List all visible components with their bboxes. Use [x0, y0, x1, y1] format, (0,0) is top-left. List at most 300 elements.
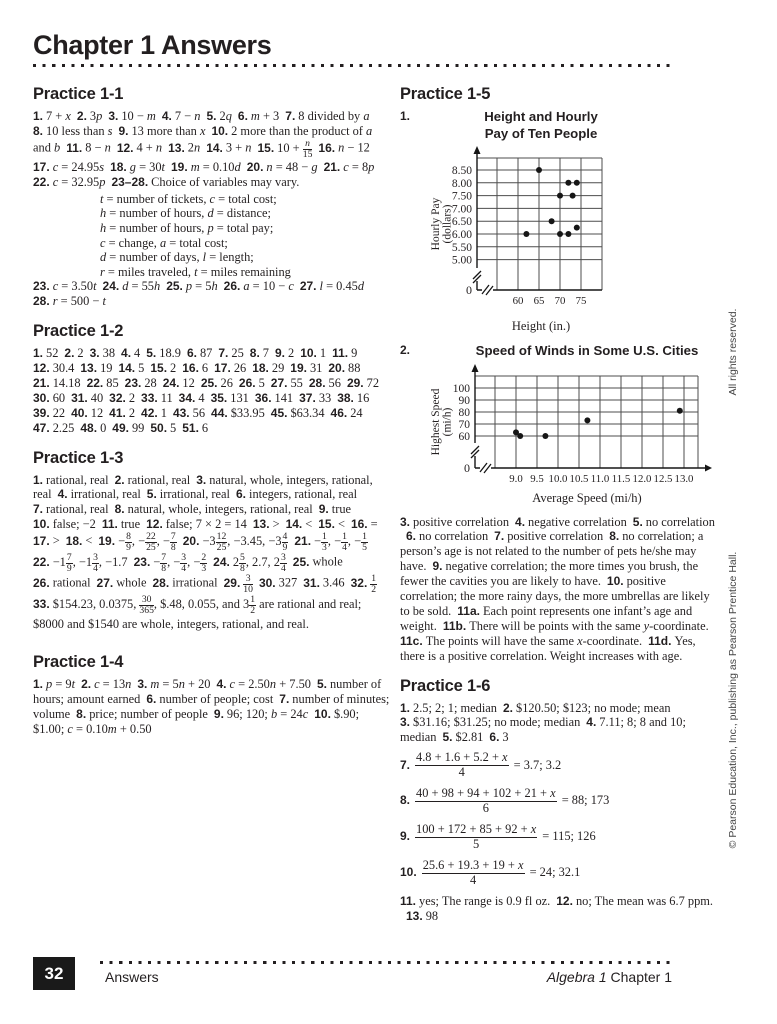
- x-tick-label: 75: [575, 295, 587, 307]
- answer-text: 2q: [219, 109, 232, 123]
- answer-number: 25.: [166, 279, 183, 294]
- answer-text: negative correlation; the more times you brush, the fewer the cavities you are likely to have.: [400, 559, 699, 589]
- answer-number: 9.: [400, 829, 411, 844]
- equation-answer: [400, 859, 716, 888]
- answer-text: false; −2: [52, 517, 96, 532]
- answer-number: 42.: [141, 405, 158, 420]
- chart-x-axis-label: Height (in.): [511, 319, 571, 333]
- answer-text: [370, 573, 377, 596]
- fraction: $\frac{n}{15}$: [302, 137, 313, 160]
- answer-text: irrational: [172, 576, 218, 591]
- answer-text: 8 divided by a: [298, 109, 370, 123]
- answer-number: 24.: [213, 554, 230, 569]
- data-point: [542, 433, 548, 439]
- answer-text: $\frac{40 + 98 + 94 + 102 + 21 + x}{6}$ = 88; 173: [416, 786, 610, 815]
- answer-text: 16: [356, 390, 370, 405]
- data-point: [536, 167, 542, 173]
- answer-number: 21.: [33, 375, 50, 390]
- y-tick-label: 90: [458, 394, 470, 407]
- answer-text: There will be points with the same y-coordinate.: [469, 618, 709, 633]
- answer-text: 12: [182, 375, 195, 390]
- fraction: $\frac{12}{25}$: [216, 531, 227, 554]
- answer-number: 51.: [182, 420, 199, 435]
- fraction: $\frac{8}{9}$: [126, 531, 131, 554]
- answer-number: 35.: [210, 390, 228, 405]
- data-point: [549, 218, 555, 224]
- answer-text: price; number of people: [89, 707, 208, 722]
- origin-label: 0: [466, 283, 472, 297]
- answer-number: 27.: [96, 576, 114, 591]
- answer-text: $120.50; $123; no mode; mean: [516, 700, 671, 715]
- answer-text: 2 $\frac{5}{8}$ , 2.7, 2 $\frac{3}{4}$: [232, 552, 286, 575]
- answer-text: 12: [90, 405, 104, 420]
- y-tick-label: 6.00: [451, 229, 472, 241]
- answer-number: 4.: [121, 346, 132, 361]
- answer-text: 29: [271, 361, 285, 375]
- answer-number: 20.: [328, 361, 346, 375]
- answer-text: 2: [170, 361, 177, 375]
- answer-number: 28.: [152, 576, 170, 591]
- answer-items: [33, 109, 391, 190]
- data-point: [557, 231, 563, 237]
- answer-number: 2.: [64, 346, 75, 361]
- answer-number: 3.: [137, 677, 148, 692]
- answer-number: 10.: [314, 707, 331, 722]
- answer-text: m + 3: [250, 109, 280, 123]
- answer-text: $\frac{100 + 172 + 85 + 92 + x}{5}$ = 115; 126: [416, 821, 596, 851]
- fraction: $\frac{22}{25}$: [146, 531, 156, 554]
- answer-text: 38: [102, 346, 116, 361]
- variable-definition-line: t = number of tickets, c = total cost;: [100, 191, 277, 206]
- answer-number: 9.: [432, 559, 443, 574]
- fraction: $\frac{1}{4}$: [342, 531, 347, 554]
- fraction: $\frac{1}{2}$: [371, 573, 377, 596]
- answer-number: 39.: [33, 405, 50, 420]
- answer-number: 43.: [172, 405, 190, 420]
- answer-number: 8.: [33, 123, 44, 138]
- answer-number: 13.: [168, 140, 185, 155]
- section-title: Practice 1-3: [33, 448, 124, 467]
- answer-number: 5.: [206, 109, 217, 123]
- fraction: $\frac{3}{4}$: [93, 552, 98, 575]
- answer-number: 13.: [406, 909, 423, 924]
- answer-number: 16.: [318, 140, 336, 155]
- answer-number: 10.: [211, 123, 229, 138]
- answer-text: 60: [52, 390, 66, 405]
- y-tick-label: 8.50: [451, 165, 472, 177]
- left-column: [33, 84, 391, 739]
- answer-number: 27.: [299, 279, 317, 294]
- answer-text: rational, real: [127, 472, 191, 487]
- answer-text: natural, whole, integers, rational, real: [33, 472, 373, 502]
- answer-number: 5.: [316, 677, 327, 692]
- answer-text: 11: [160, 390, 173, 405]
- answer-number: 11d.: [648, 633, 672, 648]
- y-axis-arrow-icon: [474, 146, 481, 154]
- answer-text: positive correlation: [413, 514, 510, 529]
- answer-number: 6.: [146, 692, 157, 707]
- answer-text: g = 30t: [129, 159, 165, 174]
- data-point: [565, 180, 571, 186]
- answer-number: 14.: [285, 517, 303, 532]
- fraction: $\frac{4}{9}$: [282, 531, 288, 554]
- answer-text: 19: [100, 361, 113, 375]
- answer-number: 12.: [116, 140, 134, 155]
- answer-text: 6: [201, 361, 209, 375]
- data-point: [565, 231, 571, 237]
- answer-number: 30.: [258, 576, 276, 591]
- chart-item-number: 2.: [400, 343, 411, 357]
- answer-items: [400, 701, 716, 746]
- answer-number: 1.: [400, 700, 411, 715]
- variable-definition-line: r = miles traveled, t = miles remaining: [100, 264, 291, 279]
- answer-text: c = 3.50t: [52, 279, 97, 294]
- answer-number: 23–28.: [111, 174, 149, 189]
- answer-number: 32.: [350, 576, 368, 591]
- answer-text: 5: [138, 361, 145, 375]
- answer-text: true: [331, 502, 352, 517]
- answer-text: 87: [199, 346, 213, 361]
- answer-number: 5.: [632, 514, 643, 529]
- answer-text: <: [305, 517, 313, 532]
- answer-number: 38.: [337, 390, 354, 405]
- answer-number: 9.: [318, 502, 329, 517]
- answer-text: natural, whole, integers, rational, real: [127, 502, 313, 517]
- answer-text: 2n: [187, 140, 201, 155]
- answer-text: rational, real: [46, 472, 109, 487]
- section-p14: [33, 653, 391, 737]
- answer-text: 85: [106, 375, 119, 390]
- answer-number: 47.: [33, 420, 50, 435]
- answer-text: 8 − n: [85, 140, 111, 155]
- x-tick-label: 12.0: [632, 472, 652, 485]
- section-title: Practice 1-1: [33, 85, 124, 103]
- answer-text: a = 10 − c: [243, 279, 294, 294]
- footer-chapter-label: Chapter 1: [606, 969, 672, 985]
- answer-number: 17.: [214, 361, 231, 375]
- answer-number: 9.: [118, 123, 129, 138]
- answer-number: 4.: [216, 677, 227, 692]
- answer-text: $\frac{25.6 + 19.3 + 19 + x}{4}$ = 24; 32.1: [422, 857, 581, 887]
- answer-number: 6.: [235, 487, 246, 502]
- answer-text: $33.95: [230, 405, 265, 420]
- margin-copyright-text: © Pearson Education, Inc., publishing as Pearson Prentice Hall.: [727, 551, 739, 849]
- answer-text: p = 5h: [185, 279, 218, 294]
- x-tick-label: 11.5: [611, 472, 631, 485]
- answer-number: 10.: [33, 517, 50, 532]
- answer-number: 2.: [503, 700, 514, 715]
- answer-number: 15.: [318, 517, 335, 532]
- answer-number: 8.: [400, 793, 411, 808]
- answer-text: 2.5; 2; 1; median: [413, 700, 497, 715]
- answer-number: 8.: [609, 529, 620, 544]
- answer-text: no correlation: [645, 514, 715, 529]
- answer-text: 141: [274, 390, 294, 405]
- answer-number: 12.: [146, 517, 163, 532]
- answer-number: 12.: [33, 361, 50, 375]
- answer-text: 26: [233, 361, 247, 375]
- variable-definition-line: h = number of hours, p = total pay;: [100, 220, 274, 235]
- fraction: $\frac{7}{8}$: [161, 552, 167, 575]
- answer-number: 21.: [294, 533, 312, 548]
- answer-number: 3.: [400, 715, 411, 730]
- answer-text: 14.18: [52, 375, 81, 390]
- answer-text: =: [370, 517, 378, 532]
- fraction: $\frac{4.8 + 1.6 + 5.2 + x}{4}$: [416, 750, 508, 780]
- answer-number: 2.: [76, 109, 87, 123]
- answer-number: 18.: [252, 361, 269, 375]
- fraction: $\frac{3}{10}$: [243, 573, 253, 596]
- answer-text: 2.25: [52, 420, 75, 435]
- margin-rights-text: All rights reserved.: [727, 308, 739, 396]
- answer-number: 8.: [76, 707, 87, 722]
- footer-dotted-divider: [100, 961, 672, 964]
- answer-text: 6: [201, 420, 209, 435]
- answer-text: The points will have the same x-coordinate.: [425, 633, 643, 648]
- x-tick-label: 13.0: [674, 472, 694, 485]
- answer-text: 26: [220, 375, 233, 390]
- answer-number: 6.: [237, 109, 248, 123]
- answer-number: 29.: [223, 576, 241, 591]
- answer-number: 11.: [101, 517, 118, 532]
- section-p16: [400, 677, 716, 925]
- answer-number: 5.: [146, 487, 157, 502]
- equation-answer: [400, 751, 716, 780]
- equation-answer: [400, 823, 716, 852]
- section-title: Practice 1-4: [33, 653, 124, 672]
- page-title: Chapter 1 Answers: [33, 30, 272, 60]
- answer-number: 14.: [206, 140, 223, 155]
- answer-number: 10.: [606, 574, 624, 589]
- answer-text: 52: [46, 346, 59, 361]
- answer-number: 11b.: [442, 618, 467, 633]
- answer-number: 36.: [254, 390, 272, 405]
- variable-definition-line: d = number of days, l = length;: [100, 250, 254, 265]
- answer-text: <: [337, 517, 345, 532]
- answer-number: 45.: [270, 405, 288, 420]
- answer-text: 3: [502, 730, 509, 745]
- answer-number: 25.: [292, 554, 310, 569]
- answer-text: Each point represents one infant’s age and weight.: [400, 603, 693, 633]
- answer-text: 2: [128, 405, 136, 420]
- answer-text: 4: [134, 346, 141, 361]
- chart-figure: [427, 109, 627, 334]
- data-point: [584, 417, 590, 423]
- y-axis-label: Hourly Pay: [430, 197, 442, 251]
- answer-number: 23.: [133, 554, 151, 569]
- answer-text: 99: [131, 420, 145, 435]
- answer-text: irrational, real: [159, 487, 230, 502]
- x-tick-label: 70: [554, 295, 566, 307]
- y-tick-label: 80: [458, 406, 470, 419]
- answer-text: 5: [170, 420, 177, 435]
- page-number: 32: [44, 963, 64, 983]
- answer-number: 16.: [182, 361, 199, 375]
- answer-number: 11c.: [400, 633, 423, 648]
- answer-text: 7 − n: [174, 109, 201, 123]
- x-tick-label: 10.0: [548, 472, 568, 485]
- answer-text: $.90; $1.00; c = 0.10m + 0.50: [33, 707, 360, 737]
- data-point: [523, 231, 529, 237]
- fraction: $\frac{1}{3}$: [322, 531, 327, 554]
- answer-text: 55: [290, 375, 303, 390]
- answer-number: 17.: [33, 533, 50, 548]
- answer-text: 18.9: [159, 346, 181, 361]
- y-tick-label: 70: [458, 418, 470, 431]
- data-point: [574, 225, 580, 231]
- x-tick-label: 12.5: [653, 472, 673, 485]
- answer-text: 30.4: [52, 361, 75, 375]
- answer-text: integers, rational, real: [249, 487, 358, 502]
- answer-text: 131: [230, 390, 249, 405]
- answer-items: [400, 894, 716, 924]
- chart-title: Speed of Winds in Some U.S. Cities: [475, 343, 699, 358]
- variable-definition-line: c = change, a = total cost;: [100, 235, 228, 250]
- answer-items: [33, 279, 391, 309]
- answer-text: 2: [128, 390, 136, 405]
- answer-number: 49.: [112, 420, 129, 435]
- answer-number: 4.: [161, 109, 172, 123]
- answer-number: 8.: [249, 346, 260, 361]
- answer-number: 20.: [246, 159, 264, 174]
- answer-text: <: [85, 533, 93, 548]
- answer-number: 46.: [330, 405, 348, 420]
- answer-number: 41.: [109, 405, 126, 420]
- chart-block: [400, 343, 716, 506]
- answer-number: 19.: [290, 361, 307, 375]
- y-axis-arrow-icon: [472, 364, 479, 372]
- answer-text: irrational, real: [70, 487, 141, 502]
- answer-number: 6.: [186, 346, 197, 361]
- answer-number: 23.: [33, 279, 50, 294]
- chart-item-number: 1.: [400, 109, 411, 123]
- answer-number: 7.: [285, 109, 296, 123]
- answer-text: m = 0.10d: [190, 159, 241, 174]
- answer-number: 5.: [442, 730, 453, 745]
- answer-number: 28.: [308, 375, 326, 390]
- answer-items: [33, 473, 391, 632]
- answer-number: 24.: [102, 279, 120, 294]
- answer-number: 5.: [146, 346, 157, 361]
- answer-number: 20.: [182, 533, 200, 548]
- answer-text: positive correlation; the more rainy days, the more umbrellas are likely to be sold.: [400, 574, 710, 618]
- answer-number: 15.: [257, 140, 275, 155]
- answer-number: 48.: [80, 420, 98, 435]
- section-p15: [400, 85, 716, 664]
- answer-text: 7.11; 8; 8 and 10; median: [400, 715, 686, 745]
- y-tick-label: 6.50: [451, 216, 472, 229]
- answer-number: 23.: [124, 375, 142, 390]
- answer-number: 24.: [162, 375, 180, 390]
- answer-number: 19.: [98, 533, 116, 548]
- answer-number: 2.: [81, 677, 92, 692]
- equation-answer: [400, 787, 716, 816]
- answer-text: true: [120, 517, 141, 532]
- answer-items: [33, 346, 391, 435]
- answer-number: 19.: [171, 159, 188, 174]
- right-column: [400, 84, 716, 926]
- answer-number: 30.: [33, 390, 50, 405]
- answer-number: 4.: [515, 514, 526, 529]
- answer-text: c = 8p: [343, 159, 375, 174]
- answer-text: c = 32.95p: [52, 174, 106, 189]
- answer-text: >: [272, 517, 280, 532]
- origin-label: 0: [464, 460, 470, 475]
- answer-text: d = 55h: [122, 279, 161, 294]
- x-tick-label: 9.0: [509, 472, 523, 485]
- answer-text: 5: [258, 375, 265, 390]
- answer-number: 27.: [270, 375, 288, 390]
- answer-number: 25.: [200, 375, 218, 390]
- answer-text: 24: [350, 405, 363, 420]
- fraction: $\frac{7}{9}$: [66, 552, 72, 575]
- answer-text: 28: [144, 375, 157, 390]
- data-point: [517, 433, 523, 439]
- answer-text: 327: [278, 576, 298, 591]
- answer-number: 15.: [150, 361, 168, 375]
- section-title: Practice 1-5: [400, 85, 491, 103]
- chart-x-axis-label: Average Speed (mi/h): [532, 490, 642, 505]
- fraction: $\frac{7}{8}$: [170, 531, 176, 554]
- fraction: $\frac{2}{3}$: [201, 552, 207, 575]
- fraction: $\frac{1}{5}$: [362, 531, 367, 554]
- answer-items: [400, 515, 716, 664]
- data-point: [557, 193, 563, 199]
- answer-number: 31.: [71, 390, 88, 405]
- answer-number: 3.: [400, 514, 411, 529]
- answer-number: 1.: [33, 472, 44, 487]
- answer-number: 12.: [556, 894, 573, 909]
- answer-number: 14.: [118, 361, 136, 375]
- x-tick-label: 65: [533, 295, 545, 307]
- answer-text: rational, real: [46, 502, 109, 517]
- answer-text: 72: [366, 375, 380, 390]
- answer-number: 32.: [109, 390, 126, 405]
- answer-text: 10 − m: [121, 109, 156, 123]
- y-axis-label: Highest Speed: [430, 388, 442, 455]
- answer-text: $\frac{4.8 + 1.6 + 5.2 + x}{4}$ = 3.7; 3.2: [416, 750, 562, 780]
- answer-text: − $\frac{7}{8}$ , − $\frac{3}{4}$ , − $\frac{2}{3}$: [153, 552, 207, 575]
- answer-text: whole: [312, 554, 343, 569]
- y-tick-label: 8.00: [451, 177, 472, 190]
- answer-text: 56: [192, 405, 206, 420]
- answer-number: 28.: [33, 294, 50, 309]
- footer-book-label: [547, 969, 672, 985]
- answer-number: 4.: [586, 715, 597, 730]
- answer-text: l = 0.45d: [319, 279, 365, 294]
- fraction: $\frac{100 + 172 + 85 + 92 + x}{5}$: [416, 821, 537, 851]
- fraction: $\frac{40 + 98 + 94 + 102 + 21 + x}{6}$: [416, 786, 556, 815]
- fraction: $\frac{25.6 + 19.3 + 19 + x}{4}$: [422, 857, 524, 887]
- answer-text: 0: [100, 420, 107, 435]
- answer-number: 8.: [114, 502, 125, 517]
- answer-number: 1.: [33, 677, 44, 692]
- answer-number: 4.: [57, 487, 68, 502]
- answer-text: 33: [318, 390, 332, 405]
- chart-figure: [427, 343, 719, 506]
- answer-text: − $\frac{8}{9}$ , − $\frac{22}{25}$ , − $\frac{7}{8}$: [118, 531, 176, 554]
- answer-number: 34.: [178, 390, 196, 405]
- y-axis-label: (mi/h): [441, 407, 454, 436]
- answer-number: 6.: [406, 529, 417, 544]
- answer-number: 33.: [33, 597, 50, 612]
- chart-block: [400, 109, 716, 334]
- x-tick-label: 9.5: [530, 472, 544, 485]
- answer-number: 7.: [279, 692, 290, 707]
- answer-text: n = 48 − g: [266, 159, 318, 174]
- answer-text: c = 2.50n + 7.50: [229, 677, 311, 692]
- answer-text: number of minutes; volume: [33, 692, 390, 722]
